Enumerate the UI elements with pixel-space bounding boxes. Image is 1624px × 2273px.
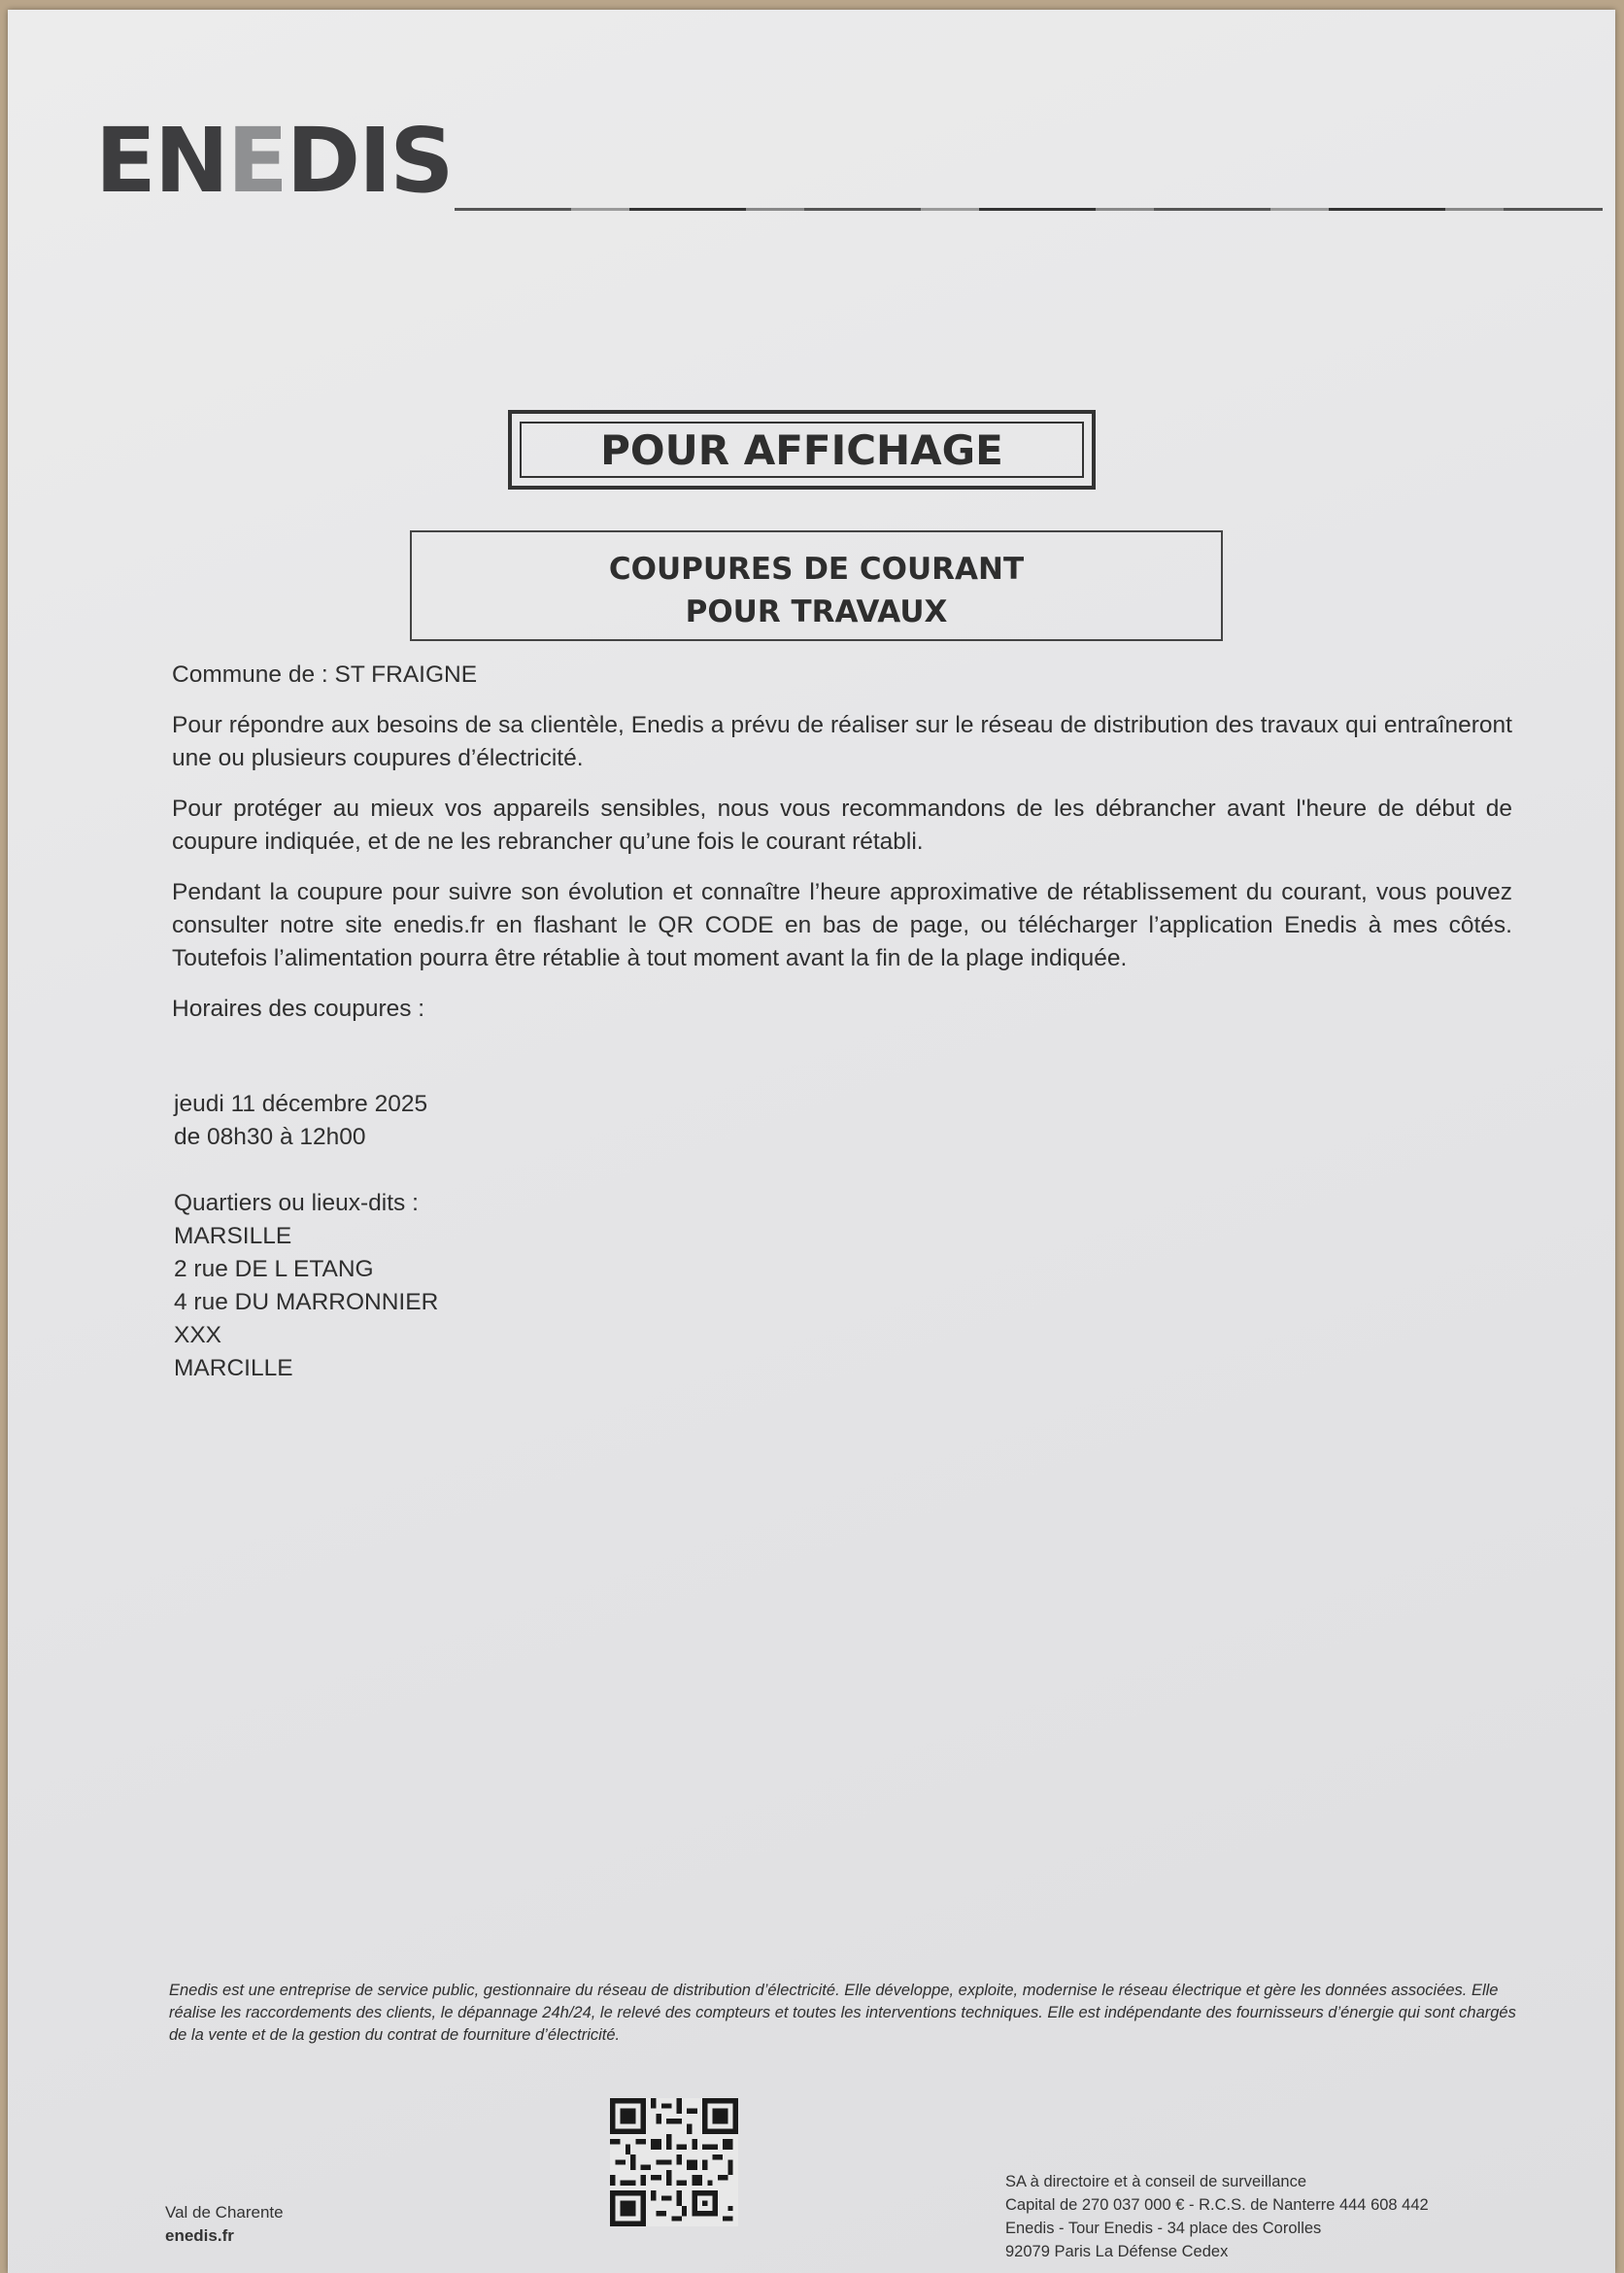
website-link[interactable]: enedis.fr xyxy=(165,2226,234,2245)
schedule-label: Horaires des coupures : xyxy=(172,996,425,1022)
paragraph-1: Pour répondre aux besoins de sa clientèle, Enedis a prévu de réaliser sur le réseau de distribution des travaux qui entraîneront une ou plusieurs coupures d’électricité. xyxy=(172,712,1512,771)
legal-line: Enedis - Tour Enedis - 34 place des Corolles xyxy=(1005,2220,1322,2237)
company-disclaimer: Enedis est une entreprise de service public, gestionnaire du réseau de distribution d’électricité. Elle développe, exploite, modernise le réseau électrique et gère les données associées. Elle réalise les raccordements des clients, le dépannage 24h/24, le relevé des compteurs et toutes les interventions techniques. Elle est indépendante des fournisseurs d’énergie qui sont chargés de la vente et de la gestion du contrat de fourniture d’électricité. xyxy=(169,1982,1516,2044)
place-item: 4 rue DU MARRONNIER xyxy=(174,1289,439,1315)
notice-title-line1: COUPURES DE COURANT xyxy=(608,552,1025,587)
header-divider xyxy=(455,208,1603,211)
paragraph-3: Pendant la coupure pour suivre son évolution et connaître l’heure approximative de rétablissement du courant, vous pouvez consulter notre site enedis.fr en flashant le QR CODE en bas de page, ou télécharger l’application Enedis à mes côtés. Toutefois l’alimentation pourra être rétablie à tout moment avant la fin de la plage indiquée. xyxy=(172,879,1512,971)
notice-title-box xyxy=(410,530,1223,641)
place-item: MARCILLE xyxy=(174,1355,293,1381)
commune-line: Commune de : ST FRAIGNE xyxy=(172,662,478,688)
place-item: 2 rue DE L ETANG xyxy=(174,1256,374,1282)
outage-time: de 08h30 à 12h00 xyxy=(174,1124,366,1150)
notice-title-line2: POUR TRAVAUX xyxy=(685,594,948,629)
outage-date: jeudi 11 décembre 2025 xyxy=(174,1091,428,1117)
notice-body xyxy=(172,659,1512,1043)
places-label: Quartiers ou lieux-dits : xyxy=(174,1190,419,1216)
legal-line: 92079 Paris La Défense Cedex xyxy=(1005,2243,1229,2260)
place-item: XXX xyxy=(174,1322,222,1348)
notice-sheet xyxy=(8,10,1615,2273)
enedis-logo: ENEDIS xyxy=(95,109,453,213)
qr-code-icon[interactable] xyxy=(610,2098,738,2226)
paragraph-2: Pour protéger au mieux vos appareils sensibles, nous vous recommandons de les débrancher avant l'heure de début de coupure indiquée, et de ne les rebrancher qu’une fois le courant rétabli. xyxy=(172,796,1512,855)
banner-text: POUR AFFICHAGE xyxy=(600,425,1003,474)
legal-line: SA à directoire et à conseil de surveillance xyxy=(1005,2173,1307,2190)
affected-places xyxy=(174,1187,438,1385)
legal-line: Capital de 270 037 000 € - R.C.S. de Nanterre 444 608 442 xyxy=(1005,2196,1429,2214)
footer-region-info xyxy=(165,2201,284,2248)
legal-info xyxy=(1005,2170,1429,2263)
place-item: MARSILLE xyxy=(174,1223,292,1249)
outage-schedule xyxy=(174,1088,427,1154)
region-name: Val de Charente xyxy=(165,2203,284,2222)
display-banner xyxy=(508,410,1096,490)
